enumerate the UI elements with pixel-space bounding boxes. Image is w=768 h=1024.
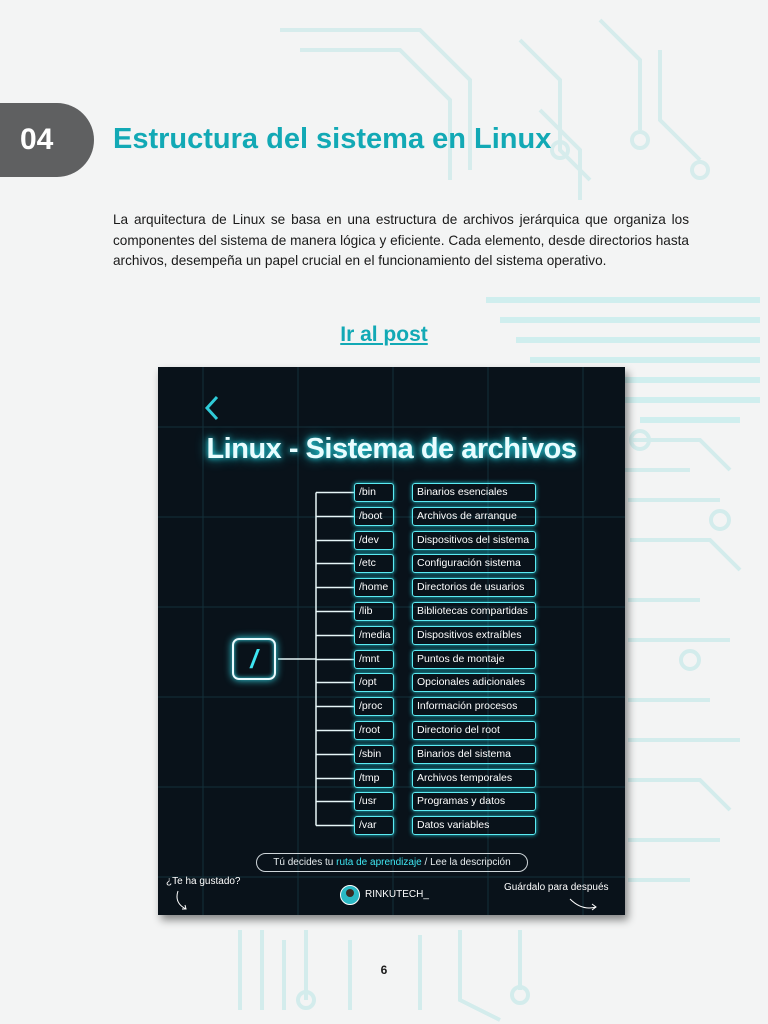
directory-path: /mnt [354, 650, 394, 669]
directory-description: Puntos de montaje [412, 650, 536, 669]
directory-description: Binarios esenciales [412, 483, 536, 502]
directory-description: Directorios de usuarios [412, 578, 536, 597]
directory-path: /opt [354, 673, 394, 692]
post-link-container [0, 323, 768, 347]
pill-highlight: ruta de aprendizaje [336, 857, 422, 868]
directory-path: /lib [354, 602, 394, 621]
directory-description: Opcionales adicionales [412, 673, 536, 692]
directory-description: Configuración sistema [412, 554, 536, 573]
learning-path-pill [256, 853, 528, 872]
page-number: 6 [380, 963, 388, 977]
page-title: Estructura del sistema en Linux [113, 123, 552, 155]
curved-arrow-right-icon [568, 895, 598, 913]
directory-path: /root [354, 721, 394, 740]
pill-text-before: Tú decides tu [273, 857, 337, 868]
directory-description: Dispositivos extraíbles [412, 626, 536, 645]
directory-path: /proc [354, 697, 394, 716]
chevron-logo-icon [203, 395, 221, 421]
section-number-badge [0, 103, 94, 177]
author-name: RINKUTECH_ [365, 889, 429, 900]
root-label: / [250, 643, 258, 674]
section-number: 04 [20, 123, 54, 156]
card-title: Linux - Sistema de archivos [206, 433, 577, 465]
directory-description: Archivos de arranque [412, 507, 536, 526]
directory-path: /etc [354, 554, 394, 573]
directory-path: /sbin [354, 745, 394, 764]
directory-path: /tmp [354, 769, 394, 788]
directory-path: /home [354, 578, 394, 597]
root-directory-box [232, 638, 276, 680]
directory-description: Archivos temporales [412, 769, 536, 788]
directory-path: /var [354, 816, 394, 835]
curved-arrow-icon [174, 889, 190, 913]
directory-description: Directorio del root [412, 721, 536, 740]
directory-description: Información procesos [412, 697, 536, 716]
post-image-card[interactable] [158, 367, 625, 915]
liked-question: ¿Te ha gustado? [166, 876, 241, 887]
directory-path: /usr [354, 792, 394, 811]
directory-description: Binarios del sistema [412, 745, 536, 764]
author-avatar [340, 885, 360, 905]
directory-description: Dispositivos del sistema [412, 531, 536, 550]
directory-path: /bin [354, 483, 394, 502]
directory-description: Programas y datos [412, 792, 536, 811]
directory-path: /boot [354, 507, 394, 526]
directory-description: Datos variables [412, 816, 536, 835]
intro-paragraph: La arquitectura de Linux se basa en una estructura de archivos jerárquica que organiza los componentes del sistema de manera lógica y eficiente. Cada elemento, desde directorios hasta archivos, desempeña un papel crucial en el funcionamiento del sistema operativo. [113, 212, 689, 268]
directory-path: /media [354, 626, 394, 645]
pill-text-after: / Lee la descripción [421, 857, 511, 868]
post-link[interactable]: Ir al post [340, 323, 428, 346]
directory-path: /dev [354, 531, 394, 550]
directory-description: Bibliotecas compartidas [412, 602, 536, 621]
save-for-later: Guárdalo para después [504, 882, 609, 893]
